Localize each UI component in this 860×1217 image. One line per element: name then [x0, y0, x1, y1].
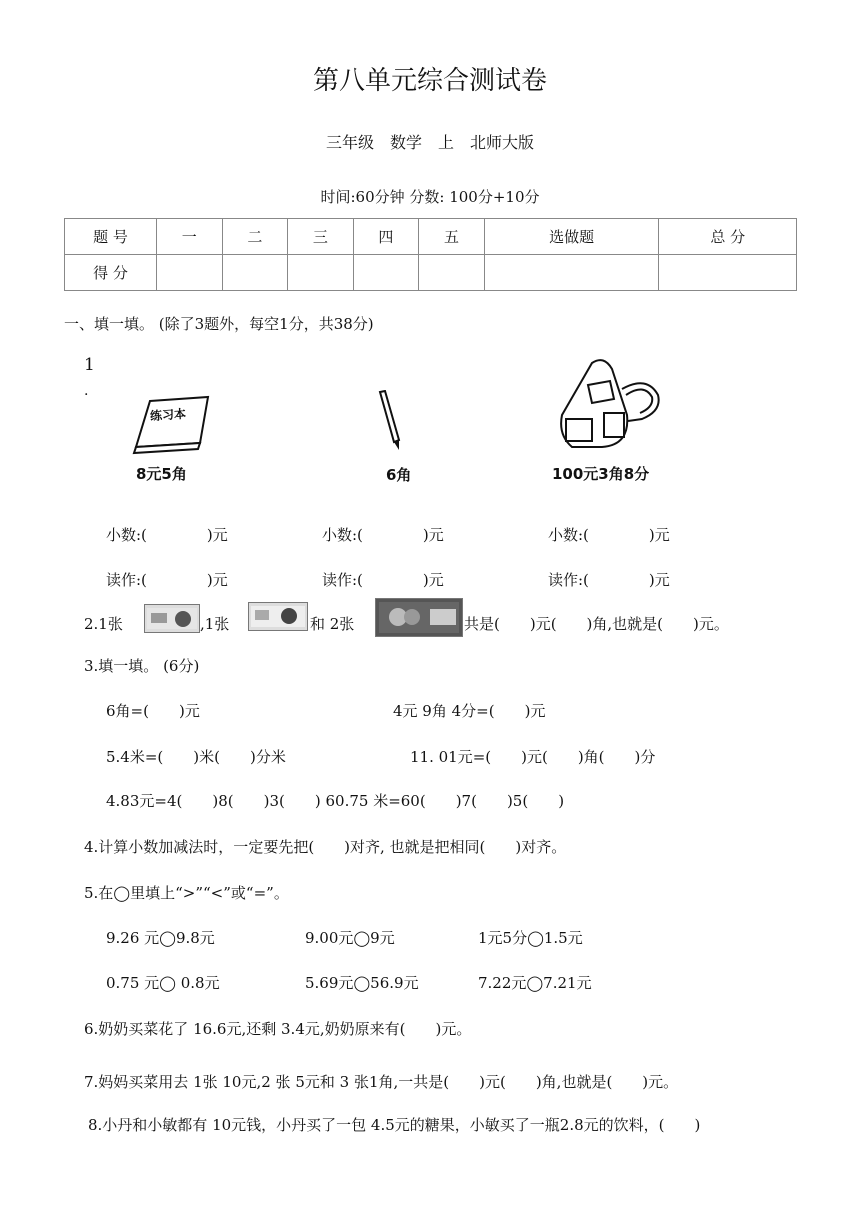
- score-col-1: 一: [157, 219, 223, 255]
- q2-part-2: ,1张: [200, 615, 230, 633]
- score-cell[interactable]: [419, 255, 485, 291]
- score-cell[interactable]: [484, 255, 659, 291]
- q1-price-1: 8元5角: [136, 465, 187, 483]
- subtitle: 三年级 数学 上 北师大版: [325, 133, 534, 152]
- q5-item: 7.22元◯7.21元: [478, 974, 592, 992]
- q6-text: 6.奶奶买菜花了 16.6元,还剩 3.4元,奶奶原来有( )元。: [84, 1020, 472, 1038]
- banknote-image-1: [144, 604, 200, 633]
- q1-read-1: 读作:( )元: [106, 571, 228, 589]
- q3-heading: 3.填一填。 (6分): [84, 657, 200, 675]
- q1-price-3: 100元3角8分: [552, 465, 650, 483]
- backpack-icon: [552, 355, 662, 455]
- score-col-4: 四: [353, 219, 419, 255]
- pencil-icon: [374, 390, 404, 452]
- q3-line-2b: 11. 01元=( )元( )角( )分: [410, 748, 656, 766]
- q8-text: 8.小丹和小敏都有 10元钱，小丹买了一包 4.5元的糖果，小敏买了一瓶2.8元的饮料，( ): [88, 1116, 701, 1134]
- q1-price-2: 6角: [386, 466, 412, 484]
- score-value-row: [65, 255, 797, 291]
- q1-decimal-2: 小数:( )元: [322, 526, 444, 544]
- section-1-heading: 一、填一填。 (除了3题外，每空1分，共38分): [64, 315, 374, 333]
- q5-item: 5.69元◯56.9元: [305, 974, 419, 992]
- backpack-figure: [552, 355, 662, 455]
- time-info: 时间:60分钟 分数: 100分+10分: [320, 188, 540, 206]
- score-header-row: [65, 219, 797, 255]
- score-cell[interactable]: [353, 255, 419, 291]
- score-row-label: 得 分: [65, 255, 157, 291]
- score-col-5: 五: [419, 219, 485, 255]
- q2-part-1: 2.1张: [84, 615, 123, 633]
- score-col-total: 总 分: [659, 219, 797, 255]
- q5-item: 9.00元◯9元: [305, 929, 395, 947]
- banknote-image-3: [375, 598, 463, 637]
- q3-line-3: 4.83元=4( )8( )3( ) 60.75 米=60( )7( )5( ): [106, 792, 565, 810]
- q5-item: 0.75 元◯ 0.8元: [106, 974, 220, 992]
- score-table: [64, 218, 797, 291]
- q1-decimal-3: 小数:( )元: [548, 526, 670, 544]
- score-cell[interactable]: [288, 255, 354, 291]
- score-header-label: 题 号: [65, 219, 157, 255]
- pencil-figure: [374, 390, 404, 452]
- q3-line-1a: 6角=( )元: [106, 702, 200, 720]
- score-col-3: 三: [288, 219, 354, 255]
- score-cell[interactable]: [157, 255, 223, 291]
- notebook-figure: [130, 395, 215, 455]
- q3-line-2a: 5.4米=( )米( )分米: [106, 748, 286, 766]
- score-cell[interactable]: [659, 255, 797, 291]
- q1-read-2: 读作:( )元: [322, 571, 444, 589]
- banknote-2-icon: [249, 603, 307, 630]
- q4-text: 4.计算小数加减法时，一定要先把( )对齐, 也就是把相同( )对齐。: [84, 838, 567, 856]
- q3-line-1b: 4元 9角 4分=( )元: [393, 702, 546, 720]
- q5-item: 9.26 元◯9.8元: [106, 929, 215, 947]
- notebook-icon: [130, 395, 215, 455]
- q1-decimal-1: 小数:( )元: [106, 526, 228, 544]
- q5-item: 1元5分◯1.5元: [478, 929, 583, 947]
- page-title: 第八单元综合测试卷: [312, 66, 547, 96]
- score-col-2: 二: [222, 219, 288, 255]
- notebook-text: 练习本: [149, 406, 187, 424]
- q2-part-3: 和 2张: [310, 615, 355, 633]
- q5-heading: 5.在◯里填上“>”“<”或“=”。: [84, 884, 289, 902]
- banknote-3-icon: [376, 599, 462, 636]
- q2-part-4: 共是( )元( )角,也就是( )元。: [464, 615, 729, 633]
- score-cell[interactable]: [222, 255, 288, 291]
- q1-number: 1: [84, 355, 95, 375]
- banknote-image-2: [248, 602, 308, 631]
- q7-text: 7.妈妈买菜用去 1张 10元,2 张 5元和 3 张1角,一共是( )元( )角,也就是( )元。: [84, 1073, 679, 1091]
- q1-read-3: 读作:( )元: [548, 571, 670, 589]
- score-col-optional: 选做题: [484, 219, 659, 255]
- banknote-1-icon: [145, 605, 199, 632]
- q1-dot: .: [84, 383, 89, 399]
